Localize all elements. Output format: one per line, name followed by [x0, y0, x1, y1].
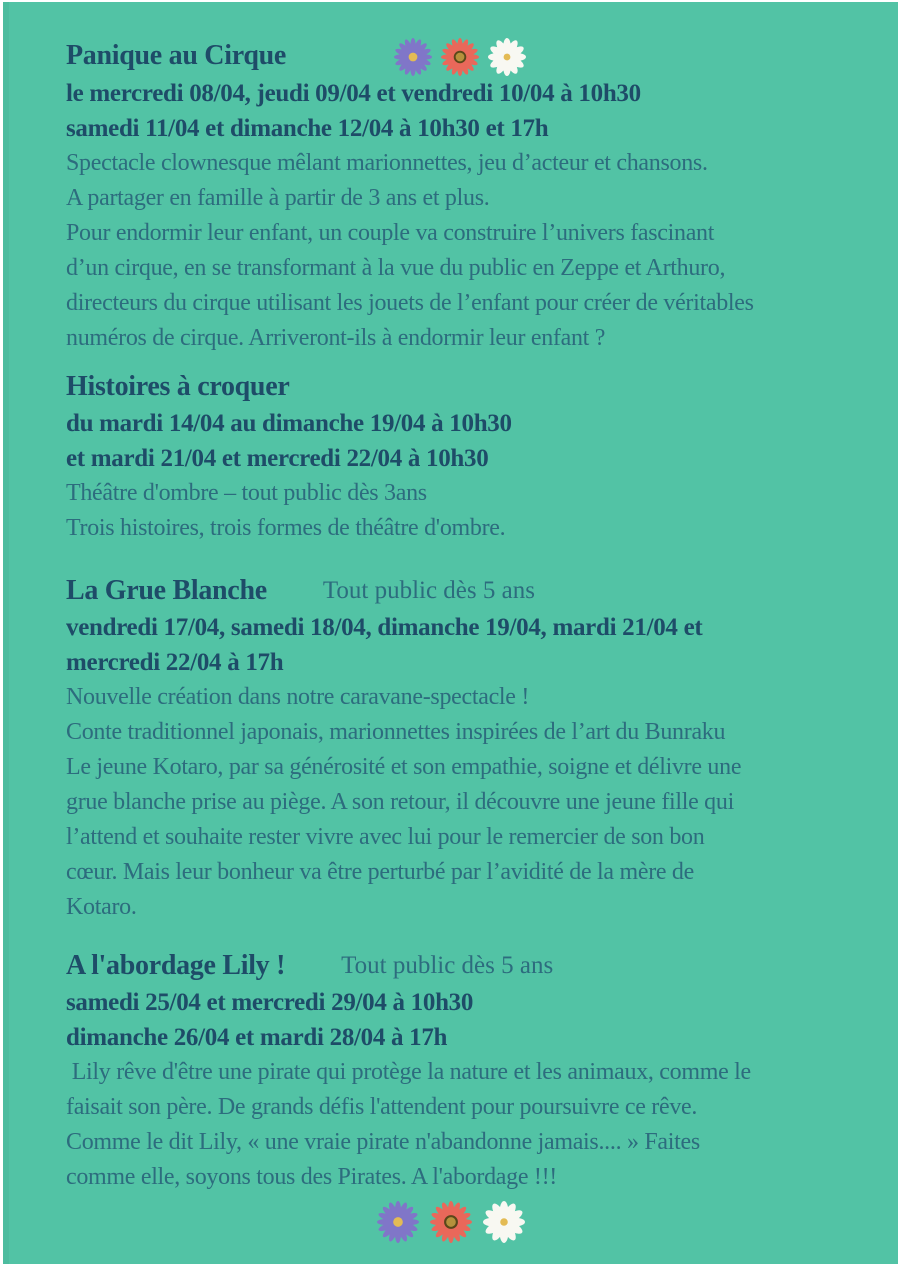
- show-title: A l'abordage Lily !: [66, 950, 286, 981]
- body-line: Conte traditionnel japonais, marionnettes inspirées de l’art du Bunraku: [66, 719, 726, 745]
- body-line: faisait son père. De grands défis l'attendent pour poursuivre ce rêve.: [66, 1094, 698, 1120]
- date-line: vendredi 17/04, samedi 18/04, dimanche 19/04, mardi 21/04 et: [66, 614, 703, 641]
- show-title: Histoires à croquer: [66, 371, 290, 402]
- show-section-la-grue-blanche: [66, 571, 898, 925]
- show-section-a-l-abordage-lily: [66, 946, 898, 1195]
- red-gerbera-icon: [441, 38, 479, 76]
- date-line: mercredi 22/04 à 17h: [66, 649, 284, 676]
- purple-daisy-icon: [377, 1201, 419, 1243]
- red-gerbera-icon: [430, 1201, 472, 1243]
- date-line: du mardi 14/04 au dimanche 19/04 à 10h30: [66, 410, 512, 437]
- date-line: le mercredi 08/04, jeudi 09/04 et vendredi 10/04 à 10h30: [66, 80, 641, 107]
- title-row: [66, 946, 898, 985]
- bottom-flower-decoration: [3, 1201, 898, 1243]
- body-line: Nouvelle création dans notre caravane-spectacle !: [66, 684, 530, 710]
- show-title: Panique au Cirque: [66, 39, 286, 71]
- body-line: Kotaro.: [66, 894, 137, 920]
- date-line: samedi 11/04 et dimanche 12/04 à 10h30 et 17h: [66, 115, 549, 142]
- top-flower-decoration: [394, 38, 526, 76]
- body-line: directeurs du cirque utilisant les jouets de l’enfant pour créer de véritables: [66, 290, 754, 316]
- body-line: d’un cirque, en se transformant à la vue du public en Zeppe et Arthuro,: [66, 255, 726, 281]
- body-line: Trois histoires, trois formes de théâtre d'ombre.: [66, 515, 506, 541]
- body-line: cœur. Mais leur bonheur va être perturbé par l’avidité de la mère de: [66, 859, 694, 885]
- body-line: l’attend et souhaite rester vivre avec lui pour le remercier de son bon: [66, 824, 705, 850]
- date-line: dimanche 26/04 et mardi 28/04 à 17h: [66, 1024, 448, 1051]
- body-line: Comme le dit Lily, « une vraie pirate n'abandonne jamais.... » Faites: [66, 1129, 700, 1155]
- body-line: Pour endormir leur enfant, un couple va construire l’univers fascinant: [66, 220, 715, 246]
- white-daisy-icon: [488, 38, 526, 76]
- show-section-panique-au-cirque: [66, 34, 898, 356]
- show-section-histoires-a-croquer: [66, 367, 898, 546]
- body-line: Le jeune Kotaro, par sa générosité et son empathie, soigne et délivre une: [66, 754, 742, 780]
- title-row: [66, 367, 898, 406]
- title-row: [66, 34, 898, 76]
- body-line: numéros de cirque. Arriveront-ils à endormir leur enfant ?: [66, 325, 606, 351]
- show-audience-label: Tout public dès 5 ans: [341, 952, 554, 979]
- show-audience-label: Tout public dès 5 ans: [322, 577, 535, 604]
- date-line: samedi 25/04 et mercredi 29/04 à 10h30: [66, 989, 474, 1016]
- purple-daisy-icon: [394, 38, 432, 76]
- date-line: et mardi 21/04 et mercredi 22/04 à 10h30: [66, 445, 489, 472]
- title-row: [66, 571, 898, 610]
- show-title: La Grue Blanche: [66, 575, 267, 606]
- body-line: grue blanche prise au piège. A son retour, il découvre une jeune fille qui: [66, 789, 734, 815]
- body-line: Spectacle clownesque mêlant marionnettes, jeu d’acteur et chansons.: [66, 150, 708, 176]
- body-line: A partager en famille à partir de 3 ans et plus.: [66, 185, 490, 211]
- body-line: Lily rêve d'être une pirate qui protège la nature et les animaux, comme le: [66, 1059, 751, 1085]
- body-line: comme elle, soyons tous des Pirates. A l'abordage !!!: [66, 1164, 557, 1190]
- white-daisy-icon: [483, 1201, 525, 1243]
- body-line: Théâtre d'ombre – tout public dès 3ans: [66, 480, 427, 506]
